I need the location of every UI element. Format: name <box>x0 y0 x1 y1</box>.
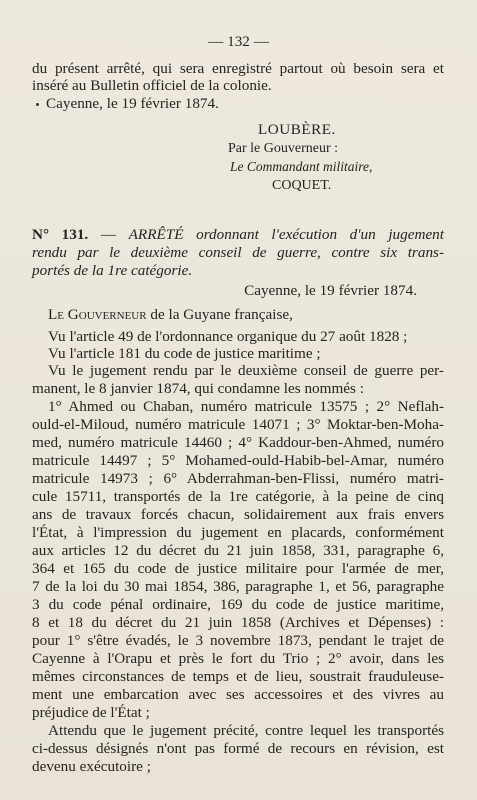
body-line: med, numéro matricule 14460 ; 4° Kaddour-ben-Ahmed, numéro <box>32 434 444 451</box>
body-line: 1° Ahmed ou Chaban, numéro matricule 13575 ; 2° Neflah- <box>48 398 444 415</box>
gouverneur-label: Le Gouverneur <box>48 306 147 323</box>
ink-speck <box>36 103 39 106</box>
arrete-label: ARRÊTÉ <box>128 226 184 243</box>
body-line: devenu exécutoire ; <box>32 758 151 775</box>
arrete-title-line-1 <box>32 226 444 244</box>
preamble-line-2: inséré au Bulletin officiel de la colonie. <box>32 77 272 94</box>
body-line: Attendu que le jugement précité, contre lequel les transportés <box>48 722 444 739</box>
body-line: 7 de la loi du 30 mai 1854, 386, paragraphe 1, et 56, paragraphe <box>32 578 444 595</box>
arrete-title-line-3: portés de la 1re catégorie. <box>32 262 193 279</box>
preamble-date: Cayenne, le 19 février 1874. <box>46 95 219 112</box>
signature-title: Le Commandant militaire, <box>230 159 373 174</box>
body-line: matricule 14497 ; 5° Mohamed-ould-Habib-bel-Amar, numéro <box>32 452 444 469</box>
preamble-line-1: du présent arrêté, qui sera enregistré partout où besoin sera et <box>32 60 444 77</box>
body-line: ould-el-Miloud, numéro matricule 14071 ; 3° Moktar-ben-Moha- <box>32 416 444 433</box>
body-line: préjudice de l'État ; <box>32 704 150 721</box>
arrete-number: N° 131. <box>32 226 89 243</box>
body-line: cule 15711, transportés de la 1re catégorie, à la peine de cinq <box>32 488 444 505</box>
body-line: matricule 14973 ; 6° Abderrahman-ben-Flissi, numéro matri- <box>32 470 444 487</box>
arrete-title-rest: ordonnant l'exécution d'un jugement <box>196 226 444 243</box>
signature-name-2: COQUET. <box>272 178 332 193</box>
signature-par-le-gouverneur: Par le Gouverneur : <box>228 141 339 156</box>
body-line: aux articles 12 du décret du 21 juin 1858, 331, paragraphe 6, <box>32 542 444 559</box>
body-line: Vu l'article 49 de l'ordonnance organique du 27 août 1828 ; <box>48 328 408 345</box>
arrete-title-line-2: rendu par le deuxième conseil de guerre, contre six trans- <box>32 244 444 261</box>
body-line: l'État, à l'impression du jugement en placards, conformément <box>32 524 444 541</box>
signature-name: LOUBÈRE. <box>258 121 336 138</box>
body-line: 3 du code pénal ordinaire, 169 du code de justice maritime, <box>32 596 444 613</box>
body-line: Vu l'article 181 du code de justice maritime ; <box>48 345 321 362</box>
page-number: — 132 — <box>208 33 269 50</box>
body-line: manent, le 8 janvier 1874, qui condamne les nommés : <box>32 380 364 397</box>
body-line: ans de travaux forcés chacun, solidairement aux frais envers <box>32 506 444 523</box>
arrete-dash: — <box>100 226 117 243</box>
body-line: 364 et 165 du code de justice militaire pour l'armée de mer, <box>32 560 444 577</box>
arrete-date: Cayenne, le 19 février 1874. <box>244 282 417 299</box>
body-line: ci-dessus désignés n'ont pas formé de recours en révision, est <box>32 740 444 757</box>
body-line: Cayenne à l'Orapu et près le fort du Trio ; 2° avoir, dans les <box>32 650 444 667</box>
gouverneur-rest: de la Guyane française, <box>150 306 293 323</box>
body-line: mêmes circonstances de temps et de lieu, soustrait frauduleuse- <box>32 668 444 685</box>
body-line: pour 1° s'être évadés, le 3 novembre 1873, pendant le trajet de <box>32 632 444 649</box>
body-line: Vu le jugement rendu par le deuxième conseil de guerre per- <box>48 362 444 379</box>
gouverneur-line <box>48 306 293 324</box>
body-line: ment une embarcation avec ses accessoires et des vivres au <box>32 686 444 703</box>
body-line: 8 et 18 du décret du 21 juin 1858 (Archives et Dépenses) : <box>32 614 444 631</box>
